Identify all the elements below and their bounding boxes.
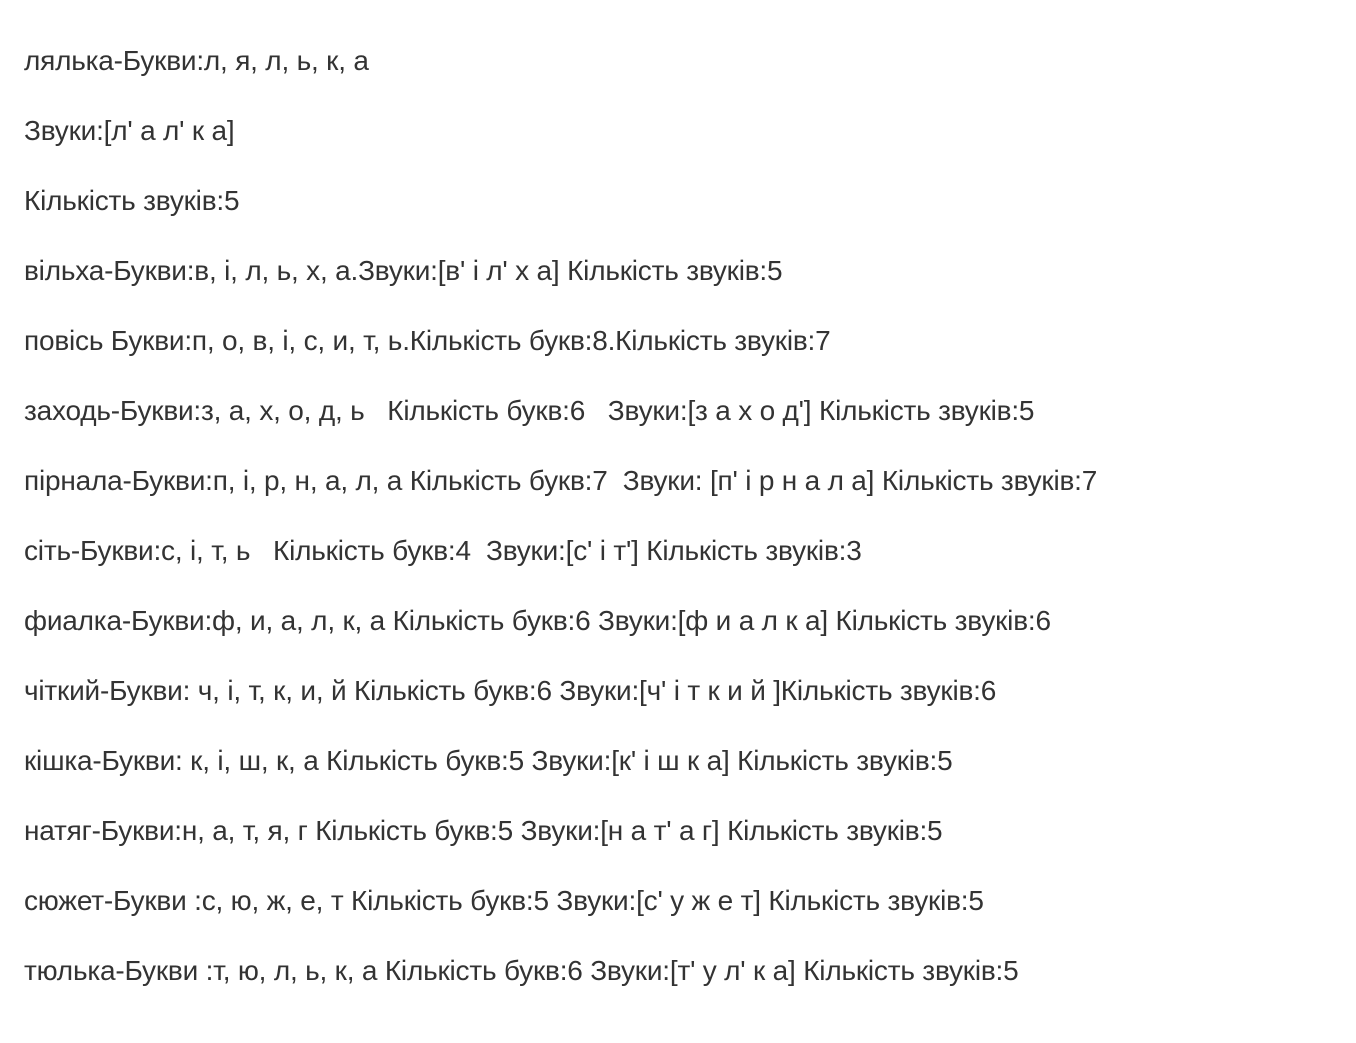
text-line-natyag: натяг-Букви:н, а, т, я, г Кількість букв:5 Звуки:[н а т' а г] Кількість звуків:5 [24,815,943,846]
text-line-pirnala: пірнала-Букви:п, і, р, н, а, л, а Кількість букв:7 Звуки: [п' і р н а л а] Кількість звуків:7 [24,465,1098,496]
text-line-fialka: фиалка-Букви:ф, и, а, л, к, а Кількість букв:6 Звуки:[ф и а л к а] Кількість звуків:6 [24,605,1051,636]
text-line-syuzhet: сюжет-Букви :с, ю, ж, е, т Кількість букв:5 Звуки:[с' у ж е т] Кількість звуків:5 [24,885,984,916]
text-line-sit: сіть-Букви:с, і, т, ь Кількість букв:4 Звуки:[с' і т'] Кількість звуків:3 [24,535,862,566]
text-line-zakhod: заходь-Букви:з, а, х, о, д, ь Кількість букв:6 Звуки:[з а х о д'] Кількість звуків:5 [24,395,1035,426]
text-line-tyulka: тюлька-Букви :т, ю, л, ь, к, а Кількість букв:6 Звуки:[т' у л' к а] Кількість звуків:5 [24,955,1019,986]
text-line-lyalka-letters: лялька-Букви:л, я, л, ь, к, а [24,45,369,76]
text-line-chitkyi: чіткий-Букви: ч, і, т, к, и, й Кількість букв:6 Звуки:[ч' і т к и й ]Кількість звуків:6 [24,675,997,706]
text-line-povis: повісь Букви:п, о, в, і, с, и, т, ь.Кількість букв:8.Кількість звуків:7 [24,325,831,356]
text-line-lyalka-sounds: Звуки:[л' а л' к а] [24,115,235,146]
text-line-lyalka-sound-count: Кількість звуків:5 [24,185,240,216]
text-line-kishka: кішка-Букви: к, і, ш, к, а Кількість букв:5 Звуки:[к' і ш к а] Кількість звуків:5 [24,745,953,776]
document-body [24,40,1334,1020]
text-line-vilkha: вільха-Букви:в, і, л, ь, х, а.Звуки:[в' і л' х а] Кількість звуків:5 [24,255,783,286]
